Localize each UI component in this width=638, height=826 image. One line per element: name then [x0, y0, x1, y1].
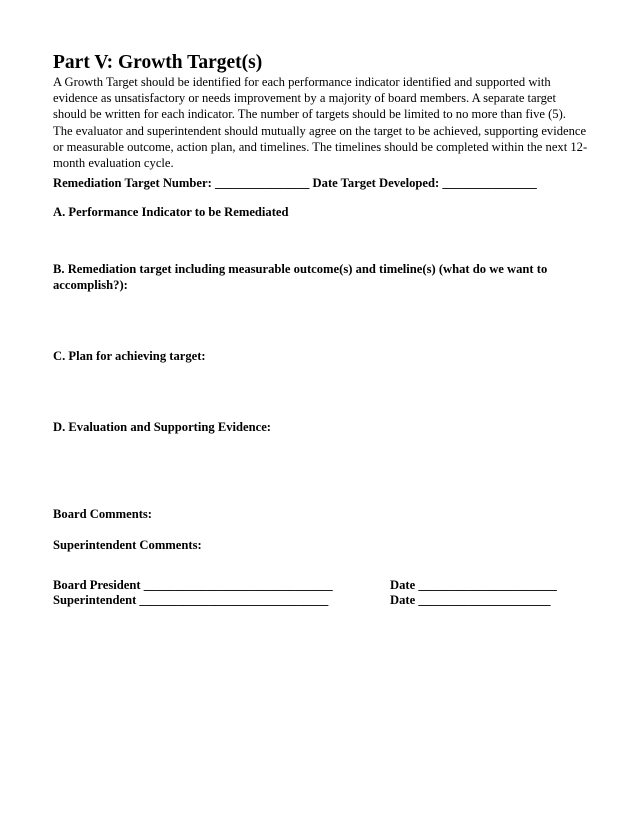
- section-d-heading: D. Evaluation and Supporting Evidence:: [53, 420, 271, 434]
- section-b-heading-line1: B. Remediation target including measurable outcome(s) and timeline(s) (what do we want to: [53, 262, 548, 276]
- page-title: Part V: Growth Target(s): [53, 52, 263, 73]
- board-president-signature-row: [53, 577, 593, 593]
- superintendent-signature-line: Superintendent ______________________________: [53, 593, 329, 607]
- intro-line: The evaluator and superintendent should mutually agree on the target to be achieved, supporting evidence: [53, 123, 587, 138]
- board-president-signature-line: Board President ______________________________: [53, 578, 333, 592]
- intro-line: or measurable outcome, action plan, and timelines. The timelines should be completed within the next 12-: [53, 139, 588, 154]
- section-a-heading: A. Performance Indicator to be Remediated: [53, 205, 289, 219]
- superintendent-date-line: Date _____________________: [390, 593, 551, 607]
- board-president-date-line: Date ______________________: [390, 578, 557, 592]
- section-c-heading: C. Plan for achieving target:: [53, 349, 206, 363]
- remediation-target-line: Remediation Target Number: _______________ Date Target Developed: _______________: [53, 176, 537, 190]
- superintendent-signature-row: [53, 592, 593, 608]
- intro-paragraph: [53, 74, 593, 171]
- board-comments-label: Board Comments:: [53, 507, 152, 521]
- superintendent-comments-label: Superintendent Comments:: [53, 538, 202, 552]
- intro-line: evidence as unsatisfactory or needs improvement by a majority of board members. A separate target: [53, 91, 556, 106]
- intro-line: A Growth Target should be identified for each performance indicator identified and supported with: [53, 75, 551, 89]
- intro-line: should be written for each indicator. The number of targets should be limited to no more than five (5).: [53, 107, 566, 122]
- section-b-heading-line2: accomplish?):: [53, 278, 128, 292]
- intro-line: month evaluation cycle.: [53, 156, 174, 171]
